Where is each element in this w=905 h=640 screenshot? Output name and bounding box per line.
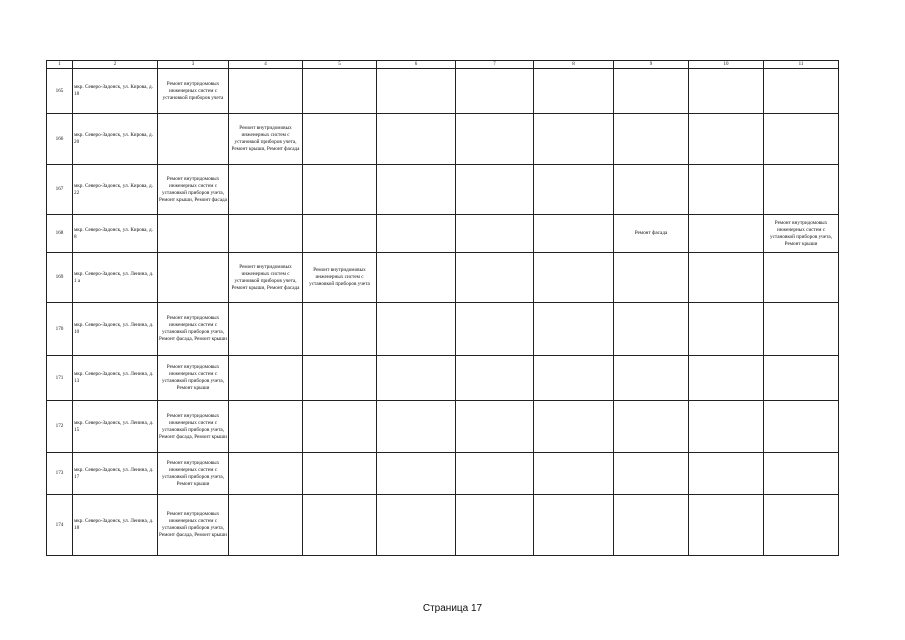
work-cell-col-11 [764,401,839,453]
table-row [47,356,839,401]
work-cell-col-5 [303,165,377,215]
row-number: 169 [47,253,73,303]
col-header: 7 [456,61,534,69]
address-cell: мкр. Северо-Задонск, ул. Кирова, д. 20 [73,114,158,165]
table-row [47,165,839,215]
address-cell: мкр. Северо-Задонск, ул. Кирова, д. 22 [73,165,158,215]
work-cell-col-7 [456,165,534,215]
work-cell-col-9 [614,114,689,165]
work-cell-col-9 [614,401,689,453]
table-row [47,253,839,303]
work-cell-col-8 [534,401,614,453]
work-cell-col-4: Ремонт внутридомовых инженерных систем с установкой приборов учета, Ремонт крыши, Ремонт фасада [229,253,303,303]
work-cell-col-3: Ремонт внутридомовых инженерных систем с установкой приборов учета, Ремонт крыши [158,453,229,495]
work-cell-col-10 [689,253,764,303]
address-cell: мкр. Северо-Задонск, ул. Ленина, д. 1 а [73,253,158,303]
work-cell-col-8 [534,69,614,114]
col-header: 2 [73,61,158,69]
work-cell-col-9 [614,69,689,114]
work-cell-col-6 [377,401,456,453]
col-header: 5 [303,61,377,69]
col-header: 8 [534,61,614,69]
address-cell: мкр. Северо-Задонск, ул. Ленина, д. 13 [73,356,158,401]
work-cell-col-10 [689,69,764,114]
work-cell-col-3: Ремонт внутридомовых инженерных систем с установкой приборов учета, Ремонт фасада, Ремонт крыши [158,495,229,556]
address-cell: мкр. Северо-Задонск, ул. Кирова, д. 8 [73,215,158,253]
work-cell-col-9 [614,303,689,356]
work-cell-col-7 [456,453,534,495]
work-cell-col-9 [614,253,689,303]
work-cell-col-6 [377,453,456,495]
work-cell-col-10 [689,495,764,556]
work-cell-col-3: Ремонт внутридомовых инженерных систем с установкой приборов учета, Ремонт фасада, Ремонт крыши [158,303,229,356]
work-cell-col-10 [689,401,764,453]
work-cell-col-6 [377,114,456,165]
work-cell-col-3: Ремонт внутридомовых инженерных систем с установкой приборов учета, Ремонт фасада, Ремонт крыши [158,401,229,453]
work-cell-col-5 [303,215,377,253]
work-cell-col-11: Ремонт внутридомовых инженерных систем с установкой приборов учета, Ремонт крыши [764,215,839,253]
work-cell-col-7 [456,356,534,401]
table-row [47,401,839,453]
column-number-row [47,61,839,69]
table-row [47,303,839,356]
work-cell-col-9 [614,453,689,495]
address-cell: мкр. Северо-Задонск, ул. Ленина, д. 17 [73,453,158,495]
work-cell-col-4: Ремонт внутридомовых инженерных систем с установкой приборов учета, Ремонт крыши, Ремонт фасада [229,114,303,165]
work-cell-col-4 [229,453,303,495]
work-cell-col-6 [377,165,456,215]
work-cell-col-10 [689,165,764,215]
address-cell: мкр. Северо-Задонск, ул. Ленина, д. 10 [73,303,158,356]
col-header: 9 [614,61,689,69]
table-row [47,495,839,556]
col-header: 4 [229,61,303,69]
work-cell-col-5 [303,356,377,401]
col-header: 3 [158,61,229,69]
row-number: 172 [47,401,73,453]
work-cell-col-11 [764,495,839,556]
work-cell-col-4 [229,303,303,356]
work-cell-col-6 [377,495,456,556]
work-cell-col-7 [456,215,534,253]
table-row [47,453,839,495]
row-number: 174 [47,495,73,556]
work-cell-col-10 [689,356,764,401]
work-cell-col-5 [303,495,377,556]
work-cell-col-11 [764,165,839,215]
work-cell-col-4 [229,495,303,556]
row-number: 170 [47,303,73,356]
work-cell-col-10 [689,303,764,356]
work-cell-col-5 [303,401,377,453]
work-cell-col-10 [689,114,764,165]
work-cell-col-8 [534,356,614,401]
work-cell-col-7 [456,69,534,114]
col-header: 10 [689,61,764,69]
works-table [46,60,839,556]
work-cell-col-9 [614,495,689,556]
row-number: 165 [47,69,73,114]
page-number: Страница 17 [422,603,483,614]
work-cell-col-6 [377,253,456,303]
work-cell-col-9: Ремонт фасада [614,215,689,253]
work-cell-col-3 [158,215,229,253]
col-header: 6 [377,61,456,69]
work-cell-col-8 [534,453,614,495]
work-cell-col-4 [229,165,303,215]
work-cell-col-6 [377,215,456,253]
work-cell-col-5 [303,114,377,165]
address-cell: мкр. Северо-Задонск, ул. Ленина, д. 18 [73,495,158,556]
work-cell-col-10 [689,215,764,253]
work-cell-col-5 [303,453,377,495]
work-cell-col-11 [764,69,839,114]
work-cell-col-11 [764,356,839,401]
work-cell-col-4 [229,69,303,114]
table-row [47,114,839,165]
address-cell: мкр. Северо-Задонск, ул. Ленина, д. 15 [73,401,158,453]
work-cell-col-6 [377,303,456,356]
work-cell-col-4 [229,356,303,401]
row-number: 173 [47,453,73,495]
row-number: 168 [47,215,73,253]
work-cell-col-9 [614,356,689,401]
work-cell-col-10 [689,453,764,495]
work-cell-col-3 [158,114,229,165]
work-cell-col-8 [534,495,614,556]
work-cell-col-7 [456,401,534,453]
work-cell-col-8 [534,253,614,303]
work-cell-col-11 [764,303,839,356]
work-cell-col-3: Ремонт внутридомовых инженерных систем с установкой приборов учета, Ремонт крыши, Ремонт фасада [158,165,229,215]
work-cell-col-3: Ремонт внутридомовых инженерных систем с установкой приборов учета, Ремонт крыши [158,356,229,401]
row-number: 167 [47,165,73,215]
row-number: 171 [47,356,73,401]
work-cell-col-6 [377,356,456,401]
work-cell-col-5 [303,69,377,114]
work-cell-col-6 [377,69,456,114]
work-cell-col-5 [303,303,377,356]
work-cell-col-3 [158,253,229,303]
work-cell-col-5: Ремонт внутридомовых инженерных систем с установкой приборов учета [303,253,377,303]
work-cell-col-9 [614,165,689,215]
work-cell-col-11 [764,114,839,165]
work-cell-col-8 [534,303,614,356]
work-cell-col-7 [456,114,534,165]
work-cell-col-8 [534,215,614,253]
work-cell-col-8 [534,114,614,165]
table-row [47,69,839,114]
work-cell-col-7 [456,303,534,356]
work-cell-col-3: Ремонт внутридомовых инженерных систем с установкой приборов учета [158,69,229,114]
row-number: 166 [47,114,73,165]
work-cell-col-11 [764,453,839,495]
work-cell-col-8 [534,165,614,215]
work-cell-col-11 [764,253,839,303]
work-cell-col-7 [456,495,534,556]
col-header: 1 [47,61,73,69]
col-header: 11 [764,61,839,69]
work-cell-col-7 [456,253,534,303]
address-cell: мкр. Северо-Задонск, ул. Кирова, д. 18 [73,69,158,114]
work-cell-col-4 [229,401,303,453]
work-cell-col-4 [229,215,303,253]
table-row [47,215,839,253]
